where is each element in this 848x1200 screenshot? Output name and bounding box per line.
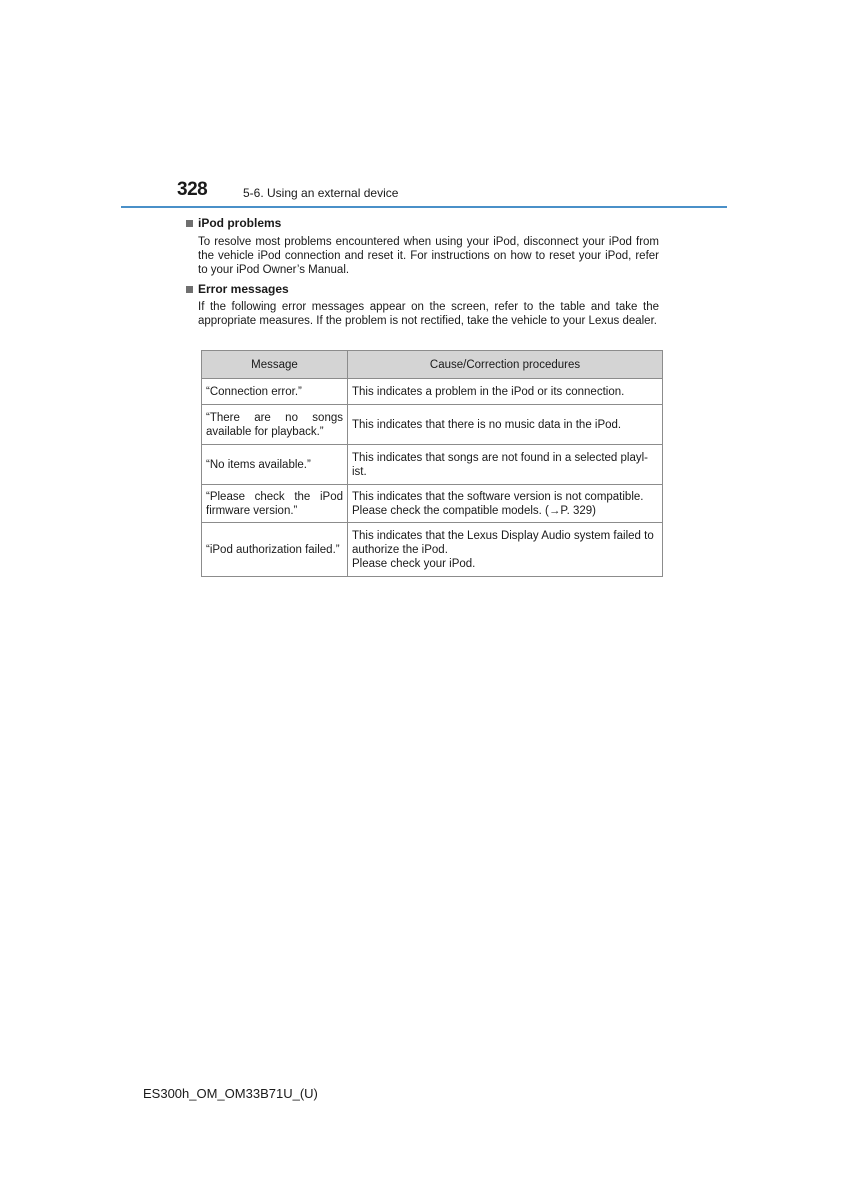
table-row	[202, 485, 663, 523]
ipod-problems-text: To resolve most problems encountered when using your iPod, disconnect your iPod from the vehicle iPod connection and reset it. For instructions on how to reset your iPod, refer to your iPod Owner’s Manual.	[198, 236, 659, 277]
table-row	[202, 523, 663, 577]
document-code: ES300h_OM_OM33B71U_(U)	[143, 1086, 318, 1101]
cause-cell	[348, 523, 663, 577]
ipod-problems-heading-text: iPod problems	[198, 216, 282, 230]
header-rule	[121, 206, 727, 208]
message-cell: “Connection error.”	[202, 379, 348, 405]
message-cell: “Please check the iPod firmware version.”	[202, 485, 348, 523]
cause-cell: This indicates that songs are not found in a selected playl-ist.	[348, 445, 663, 485]
ipod-problems-heading	[186, 216, 281, 230]
table-row	[202, 445, 663, 485]
table-row	[202, 379, 663, 405]
cause-line: Please check your iPod.	[352, 557, 476, 570]
error-messages-heading	[186, 282, 289, 296]
cause-cell: This indicates that the software version is not compatible. Please check the compatible models. (→P. 329)	[348, 485, 663, 523]
column-header-cause: Cause/Correction procedures	[348, 351, 663, 379]
section-title: 5-6. Using an external device	[243, 186, 399, 200]
error-message-table	[201, 350, 663, 577]
message-cell: “No items available.”	[202, 445, 348, 485]
cause-cell: This indicates a problem in the iPod or its connection.	[348, 379, 663, 405]
square-bullet-icon	[186, 286, 193, 293]
message-cell: “There are no songs available for playback.”	[202, 405, 348, 445]
column-header-message: Message	[202, 351, 348, 379]
message-cell: “iPod authorization failed.”	[202, 523, 348, 577]
error-messages-text: If the following error messages appear on the screen, refer to the table and take the appropriate measures. If the problem is not rectified, take the vehicle to your Lexus dealer.	[198, 301, 659, 328]
cause-line: This indicates that the Lexus Display Audio system failed to authorize the iPod.	[352, 529, 654, 556]
table-header-row	[202, 351, 663, 379]
page-number: 328	[177, 179, 208, 200]
cause-cell: This indicates that there is no music data in the iPod.	[348, 405, 663, 445]
table-row	[202, 405, 663, 445]
square-bullet-icon	[186, 220, 193, 227]
error-messages-heading-text: Error messages	[198, 282, 289, 296]
